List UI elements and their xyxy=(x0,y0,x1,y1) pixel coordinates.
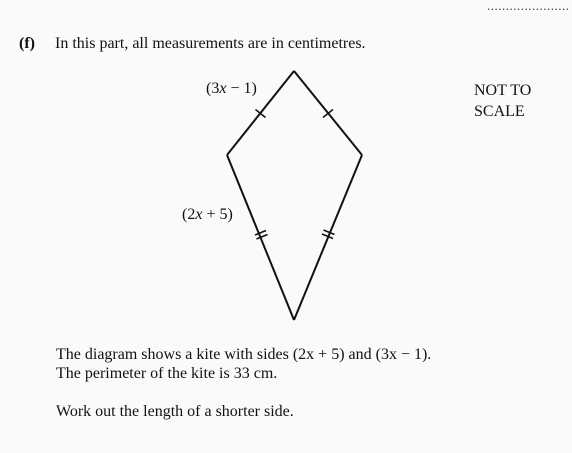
scale-note-line-1: NOT TO xyxy=(474,82,532,99)
not-to-scale-note xyxy=(474,80,531,122)
lower-side-label: (2x + 5) xyxy=(182,206,233,223)
equal-side-marks xyxy=(255,110,335,240)
question-intro: In this part, all measurements are in centimetres. xyxy=(55,35,366,52)
answer-line[interactable]: ...................... xyxy=(487,0,570,13)
part-label: (f) xyxy=(19,35,35,52)
scale-note-line-2: SCALE xyxy=(474,103,525,120)
double-tick-mark-left-1 xyxy=(255,231,266,236)
top-side-label: (3x − 1) xyxy=(206,80,257,97)
kite-sides-statement: The diagram shows a kite with sides (2x + 5) and (3x − 1). xyxy=(56,346,432,363)
perimeter-statement: The perimeter of the kite is 33 cm. xyxy=(56,365,278,382)
task-instruction: Work out the length of a shorter side. xyxy=(56,403,294,420)
kite-side-bottom-right xyxy=(294,155,362,320)
double-tick-mark-left-2 xyxy=(257,235,268,240)
kite-outline xyxy=(227,71,362,320)
